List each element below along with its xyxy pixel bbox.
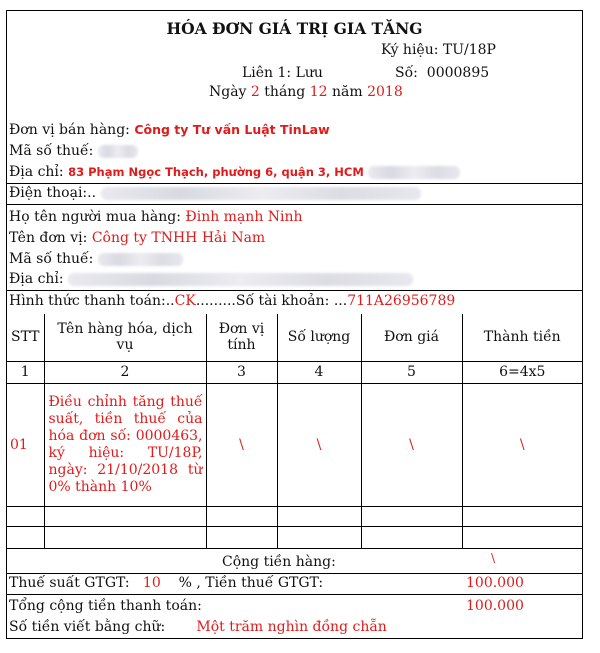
seller-address-line xyxy=(9,164,460,180)
items-table xyxy=(7,314,582,549)
divider xyxy=(7,204,582,205)
grand-total-label: Tổng cộng tiền thanh toán: xyxy=(9,598,202,614)
divider xyxy=(7,183,582,184)
date-year: 2018 xyxy=(367,84,403,100)
date-month-label: tháng xyxy=(264,84,306,100)
date-prefix: Ngày xyxy=(209,84,247,100)
buyer-address-label: Địa chỉ: xyxy=(9,271,64,287)
divider xyxy=(7,290,582,291)
seller-address-redacted xyxy=(368,166,460,179)
row-stt: 01 xyxy=(7,383,44,506)
number-value: 0000895 xyxy=(426,65,490,81)
date-day: 2 xyxy=(250,84,260,100)
table-numbering-row xyxy=(7,361,582,383)
seller-tax-redacted xyxy=(98,145,138,158)
number-label: Số: xyxy=(395,65,418,81)
seller-address: 83 Phạm Ngọc Thạch, phường 6, quận 3, HCM xyxy=(68,165,364,179)
numbering-cell: 5 xyxy=(361,361,462,383)
in-words-value: Một trăm nghìn đồng chẵn xyxy=(196,619,387,635)
buyer-tax-label: Mã số thuế: xyxy=(9,251,94,267)
symbol-value: TU/18P xyxy=(442,42,496,58)
header-stt: STT xyxy=(7,314,44,361)
invoice-title: HÓA ĐƠN GIÁ TRỊ GIA TĂNG xyxy=(166,19,423,38)
row-quantity: \ xyxy=(277,383,361,506)
table-row-empty xyxy=(7,506,582,526)
seller-name-line xyxy=(9,122,330,138)
header-amount: Thành tiền xyxy=(462,314,582,361)
seller-name: Công ty Tư vấn Luật TinLaw xyxy=(134,122,330,137)
seller-name-label: Đơn vị bán hàng: xyxy=(9,122,130,138)
seller-tax-line xyxy=(9,143,138,159)
buyer-address-line xyxy=(9,271,413,287)
row-unit: \ xyxy=(206,383,277,506)
seller-phone-redacted xyxy=(101,187,421,200)
seller-address-label: Địa chỉ: xyxy=(9,164,64,180)
symbol-label: Ký hiệu: xyxy=(381,42,439,58)
header-unit: Đơn vị tính xyxy=(206,314,277,361)
table-row xyxy=(7,383,582,506)
row-description: Điều chỉnh tăng thuế suất, tiền thuế của hóa đơn số: 0000463, ký hiệu: TU/18P, ngày: 21/10/2018 từ 0% thành 10% xyxy=(44,383,206,506)
buyer-company-line xyxy=(9,230,265,246)
seller-tax-label: Mã số thuế: xyxy=(9,143,94,159)
buyer-company-label: Tên đơn vị: xyxy=(9,230,88,246)
divider xyxy=(7,594,582,595)
divider xyxy=(7,573,582,574)
header-description: Tên hàng hóa, dịch vụ xyxy=(44,314,206,361)
subtotal-value: \ xyxy=(491,551,496,565)
numbering-cell: 4 xyxy=(277,361,361,383)
date-year-label: năm xyxy=(332,84,363,100)
in-words-line xyxy=(9,619,387,635)
seller-phone-line xyxy=(9,185,421,201)
vat-amount: 100.000 xyxy=(466,575,524,591)
invoice-copy: Liên 1: Lưu xyxy=(242,65,323,81)
invoice-date xyxy=(209,84,403,100)
seller-phone-label: Điện thoại:.. xyxy=(9,185,97,201)
vat-rate: 10 xyxy=(142,575,161,591)
account-label: .........Số tài khoản: ... xyxy=(195,293,348,309)
numbering-cell: 2 xyxy=(44,361,206,383)
invoice-number xyxy=(395,65,489,81)
subtotal-label: Cộng tiền hàng: xyxy=(222,554,336,570)
row-amount: \ xyxy=(462,383,582,506)
header-price: Đơn giá xyxy=(361,314,462,361)
table-row-empty xyxy=(7,526,582,548)
buyer-tax-line xyxy=(9,251,183,267)
numbering-cell: 6=4x5 xyxy=(462,361,582,383)
buyer-name-label: Họ tên người mua hàng: xyxy=(9,209,181,225)
date-month: 12 xyxy=(309,84,328,100)
vat-amount-label: , Tiền thuế GTGT: xyxy=(196,575,324,591)
in-words-label: Số tiền viết bằng chữ: xyxy=(9,619,166,635)
buyer-name: Đinh mạnh Ninh xyxy=(185,209,303,225)
row-price: \ xyxy=(361,383,462,506)
table-header-row xyxy=(7,314,582,361)
buyer-company: Công ty TNHH Hải Nam xyxy=(91,230,266,246)
buyer-tax-redacted xyxy=(98,253,183,266)
invoice-symbol xyxy=(381,42,496,58)
vat-rate-unit: % xyxy=(178,575,192,591)
header-quantity: Số lượng xyxy=(277,314,361,361)
buyer-name-line xyxy=(9,209,303,225)
numbering-cell: 1 xyxy=(7,361,44,383)
grand-total-value: 100.000 xyxy=(466,598,524,614)
invoice-document xyxy=(6,10,583,639)
buyer-address-redacted xyxy=(68,273,413,286)
payment-line xyxy=(9,293,455,309)
payment-method: CK xyxy=(174,293,196,309)
vat-rate-label: Thuế suất GTGT: xyxy=(9,575,130,591)
vat-line xyxy=(9,575,323,591)
payment-method-label: Hình thức thanh toán:.. xyxy=(9,293,175,309)
numbering-cell: 3 xyxy=(206,361,277,383)
account-number: 711A26956789 xyxy=(347,293,456,309)
